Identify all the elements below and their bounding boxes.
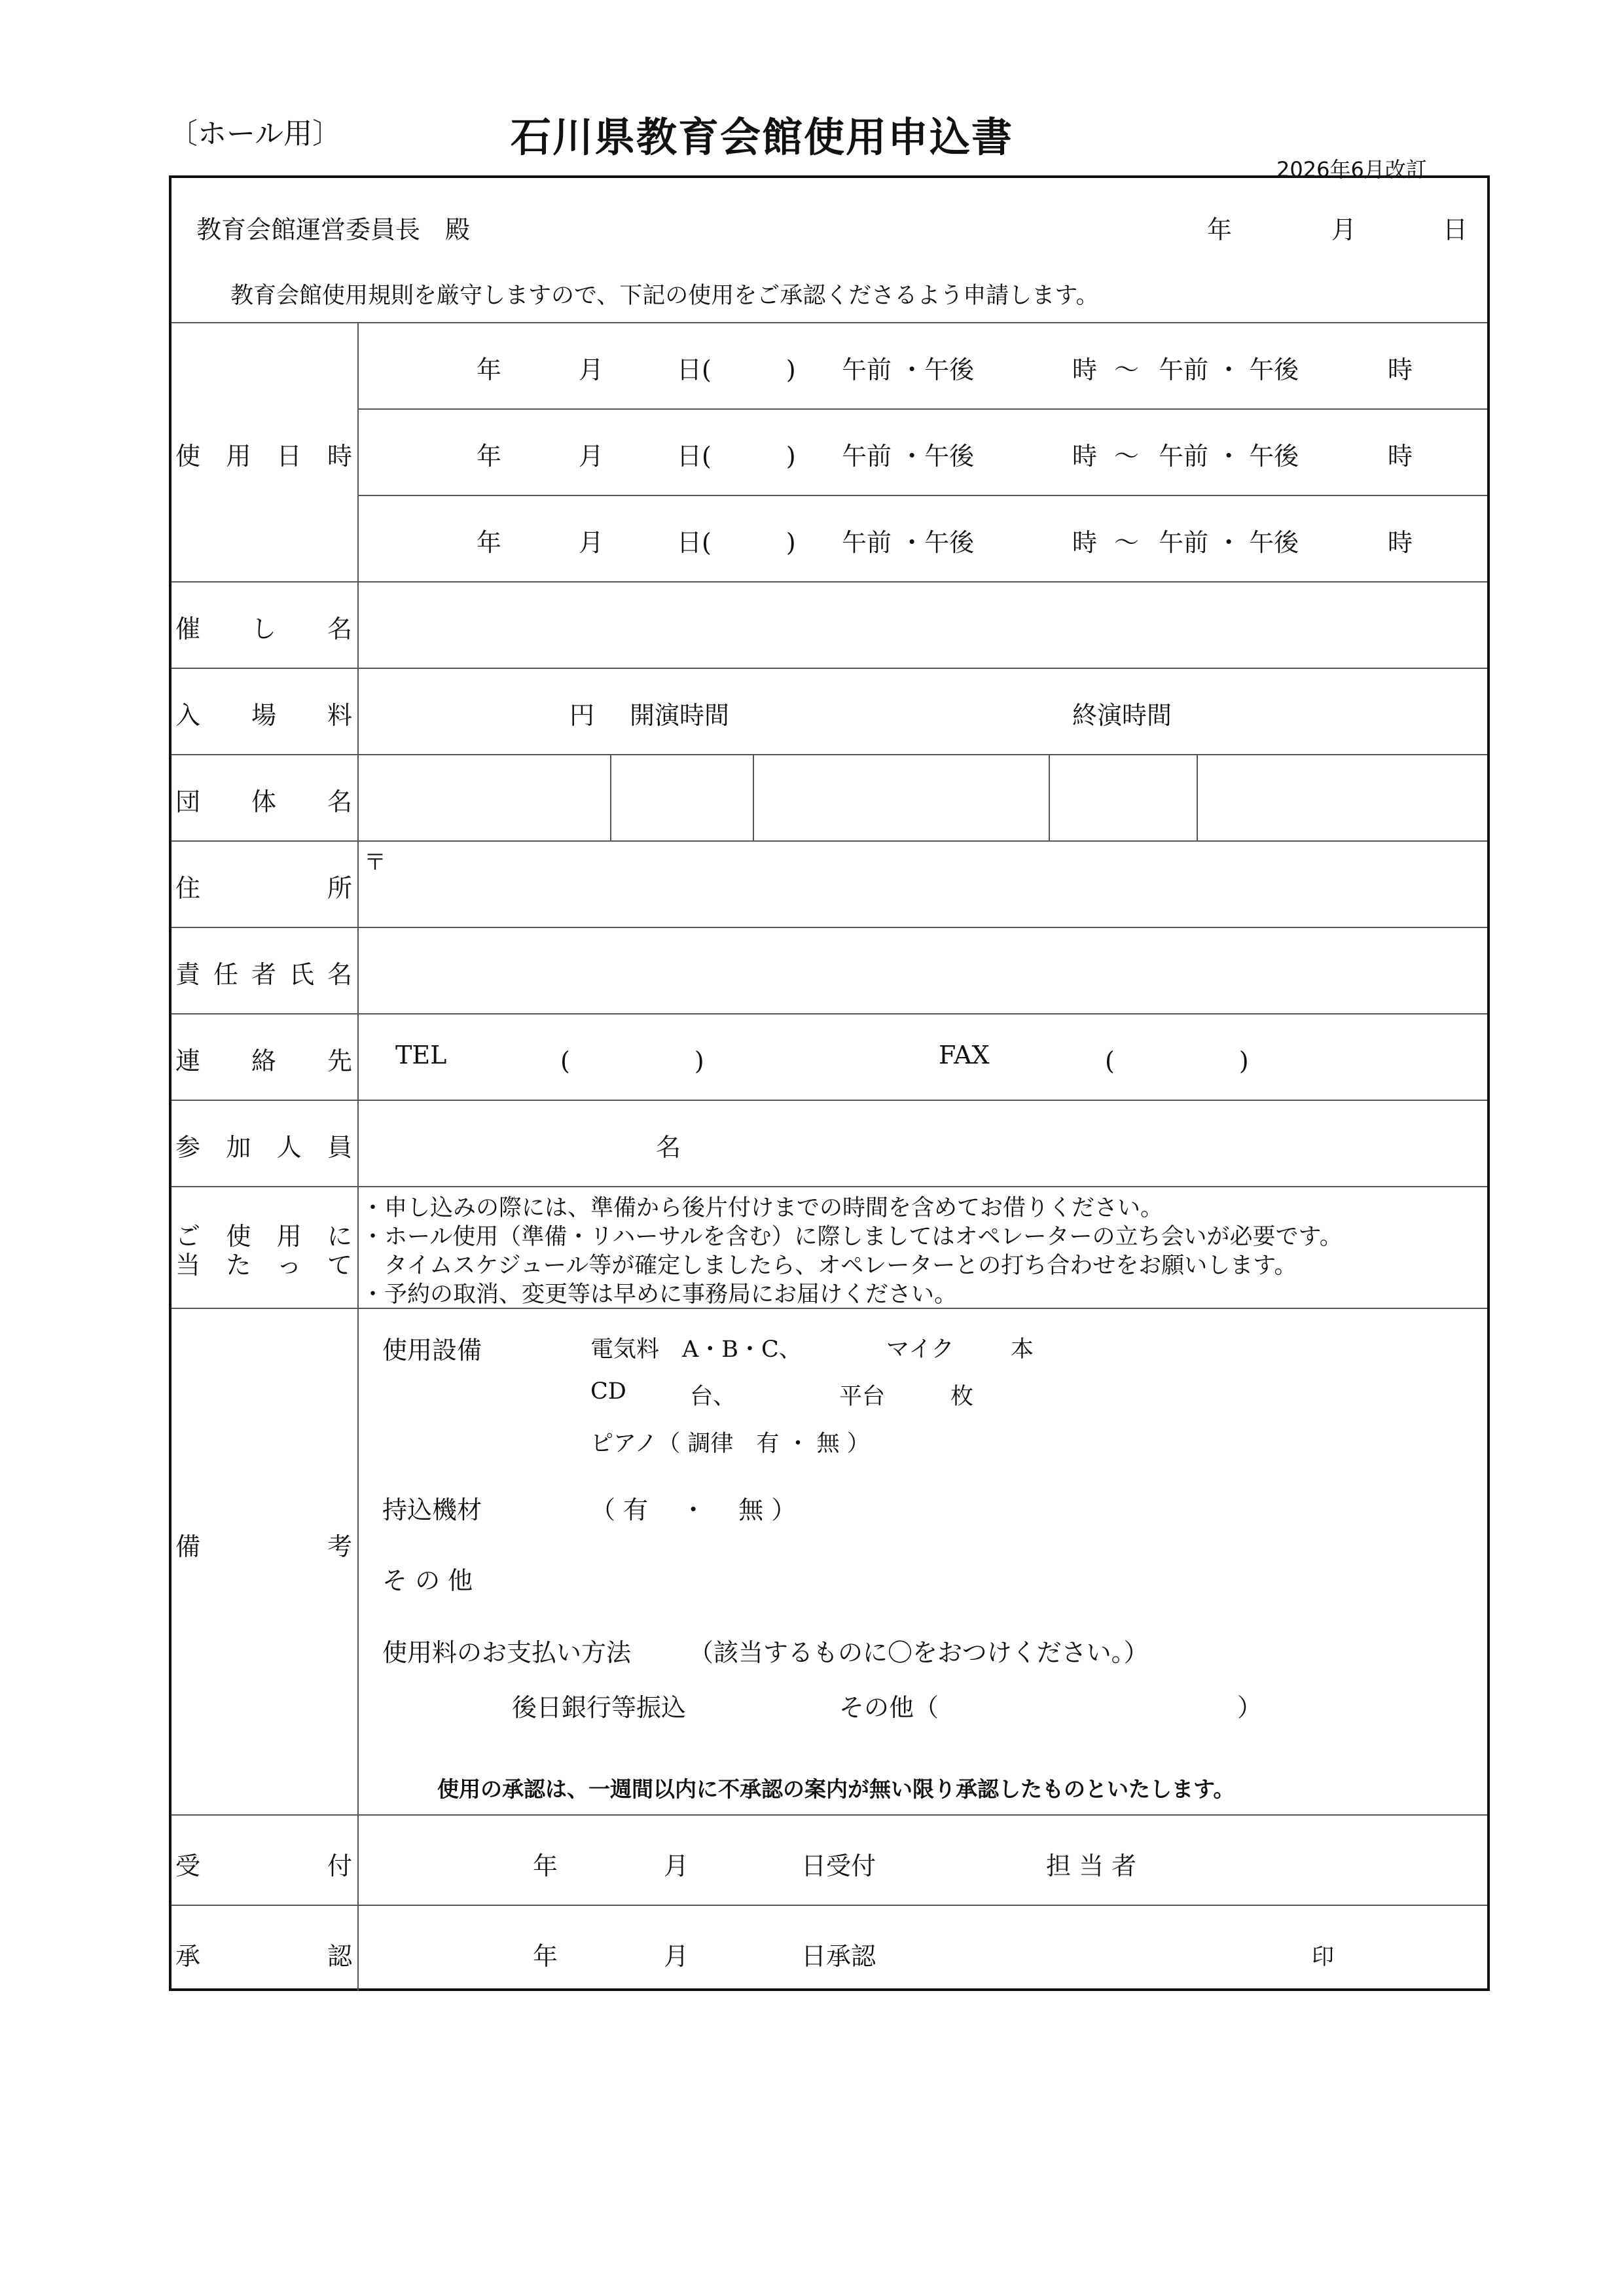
end-time-field[interactable] xyxy=(1200,672,1486,750)
tel-area-paren[interactable]: ( ) xyxy=(560,1047,704,1075)
approval-day: 日承認 xyxy=(801,1942,876,1971)
usage-ampm-end: 午前 ・ 午後 xyxy=(1159,355,1299,384)
admission-fee-field[interactable] xyxy=(361,672,558,750)
application-form xyxy=(169,175,1490,1991)
divider xyxy=(171,1013,1487,1014)
approval-notice: 使用の承認は、一週間以内に不承認の案内が無い限り承認したものといたします。 xyxy=(437,1776,1235,1802)
usage-ampm-end: 午前 ・ 午後 xyxy=(1159,442,1299,471)
divider xyxy=(171,1100,1487,1101)
responsible-person-label: 責 任 者 氏 名 xyxy=(175,960,352,989)
participants-unit: 名 xyxy=(656,1133,681,1162)
carry-in-options[interactable]: （ 有 ・ 無 ） xyxy=(590,1496,797,1524)
postal-mark: 〒 xyxy=(364,850,386,876)
payment-bank-transfer-option[interactable]: 後日銀行等振込 xyxy=(512,1693,687,1722)
divider xyxy=(171,840,1487,842)
seal-mark: 印 xyxy=(1312,1944,1334,1970)
date-year-label: 年 xyxy=(1207,215,1233,244)
divider xyxy=(357,495,1487,496)
divider xyxy=(171,1905,1487,1906)
usage-ampm-start: 午前 ・午後 xyxy=(842,528,975,557)
usage-tilde: 〜 xyxy=(1114,528,1140,557)
divider xyxy=(171,927,1487,928)
usage-hour-end: 時 xyxy=(1388,355,1413,384)
reception-year: 年 xyxy=(533,1852,558,1880)
usage-month: 月 xyxy=(579,355,604,384)
form-type-tag: 〔ホール用〕 xyxy=(169,117,342,151)
notes-label-line2: 当 た っ て xyxy=(175,1251,352,1280)
reception-day: 日受付 xyxy=(801,1852,876,1880)
usage-ampm-end: 午前 ・ 午後 xyxy=(1159,528,1299,557)
notes-line: ・申し込みの際には、準備から後片付けまでの時間を含めてお借りください。 xyxy=(361,1195,1164,1221)
equipment-mic-unit: 本 xyxy=(1011,1336,1034,1363)
staff-label: 担 当 者 xyxy=(1046,1852,1137,1880)
usage-datetime-label: 使 用 日 時 xyxy=(175,442,352,471)
event-name-field[interactable] xyxy=(361,585,1486,664)
usage-hour-start: 時 xyxy=(1072,528,1098,557)
contact-label: 連 絡 先 xyxy=(175,1047,352,1075)
equipment-piano: ピアノ（ 調律 有 ・ 無 ） xyxy=(590,1431,870,1457)
participants-label: 参 加 人 員 xyxy=(175,1133,352,1162)
equipment-label: 使用設備 xyxy=(382,1336,482,1365)
usage-hour-start: 時 xyxy=(1072,355,1098,384)
end-time-label: 終演時間 xyxy=(1072,701,1172,730)
revision-date: 2026年6月改訂 xyxy=(1276,157,1427,182)
equipment-cd: CD xyxy=(590,1378,626,1405)
usage-hour-start: 時 xyxy=(1072,442,1098,471)
notes-line: ・予約の取消、変更等は早めに事務局にお届けください。 xyxy=(361,1282,958,1308)
divider xyxy=(171,1186,1487,1187)
notes-line: ・ホール使用（準備・リハーサルを含む）に際しましてはオペレーターの立ち会いが必要です。 xyxy=(361,1224,1343,1250)
admission-label: 入 場 料 xyxy=(175,701,352,730)
notes-label-line1: ご 使 用 に xyxy=(175,1222,352,1251)
addressee: 教育会館運営委員長 殿 xyxy=(196,215,471,244)
organization-label: 団 体 名 xyxy=(175,787,352,816)
equipment-electricity: 電気料 A・B・C、 xyxy=(590,1336,802,1363)
participants-field[interactable] xyxy=(361,1103,820,1182)
carry-in-label: 持込機材 xyxy=(382,1496,482,1524)
tel-label: TEL xyxy=(395,1041,447,1069)
equipment-cd-unit: 台、 xyxy=(690,1384,736,1410)
divider xyxy=(171,668,1487,669)
usage-year: 年 xyxy=(477,442,502,471)
usage-day: 日( ) xyxy=(677,528,796,557)
start-time-field[interactable] xyxy=(757,672,1045,750)
approval-label: 承 認 xyxy=(175,1942,352,1971)
usage-year: 年 xyxy=(477,355,502,384)
address-field[interactable] xyxy=(361,844,1486,923)
yen-unit: 円 xyxy=(569,701,595,730)
divider xyxy=(357,408,1487,410)
equipment-platform: 平台 xyxy=(839,1384,886,1410)
reception-month: 月 xyxy=(664,1852,689,1880)
divider xyxy=(171,581,1487,583)
approval-year: 年 xyxy=(533,1942,558,1971)
reception-label: 受 付 xyxy=(175,1852,352,1880)
label-column-divider xyxy=(357,322,359,1991)
event-name-label: 催 し 名 xyxy=(175,615,352,643)
payment-method-label: 使用料のお支払い方法 xyxy=(382,1638,632,1667)
payment-other-option[interactable]: その他（ ） xyxy=(839,1693,1263,1722)
approval-month: 月 xyxy=(664,1942,689,1971)
divider xyxy=(171,1814,1487,1816)
start-time-label: 開演時間 xyxy=(630,701,730,730)
responsible-person-field[interactable] xyxy=(361,931,1486,1009)
remarks-label: 備 考 xyxy=(175,1532,352,1561)
usage-day: 日( ) xyxy=(677,442,796,471)
date-month-label: 月 xyxy=(1331,215,1357,244)
address-label: 住 所 xyxy=(175,874,352,903)
declaration-text: 教育会館使用規則を厳守しますので、下記の使用をご承認くださるよう申請します。 xyxy=(230,283,1099,309)
fax-label: FAX xyxy=(939,1041,990,1069)
usage-hour-end: 時 xyxy=(1388,528,1413,557)
equipment-platform-unit: 枚 xyxy=(950,1384,974,1410)
date-day-label: 日 xyxy=(1443,215,1468,244)
document-title: 石川県教育会館使用申込書 xyxy=(511,113,1014,161)
usage-month: 月 xyxy=(579,442,604,471)
other-label: そ の 他 xyxy=(382,1566,473,1595)
usage-tilde: 〜 xyxy=(1114,355,1140,384)
usage-hour-end: 時 xyxy=(1388,442,1413,471)
divider xyxy=(171,322,1487,323)
usage-tilde: 〜 xyxy=(1114,442,1140,471)
payment-instruction: （該当するものに〇をおつけください。） xyxy=(689,1638,1149,1667)
usage-month: 月 xyxy=(579,528,604,557)
organization-field[interactable] xyxy=(361,758,1486,836)
notes-line: タイムスケジュール等が確定しましたら、オペレーターとの打ち合わせをお願いします。 xyxy=(361,1253,1297,1279)
divider xyxy=(171,754,1487,755)
usage-ampm-start: 午前 ・午後 xyxy=(842,442,975,471)
usage-year: 年 xyxy=(477,528,502,557)
equipment-mic: マイク xyxy=(886,1336,954,1363)
fax-area-paren[interactable]: ( ) xyxy=(1105,1047,1249,1075)
usage-ampm-start: 午前 ・午後 xyxy=(842,355,975,384)
usage-day: 日( ) xyxy=(677,355,796,384)
